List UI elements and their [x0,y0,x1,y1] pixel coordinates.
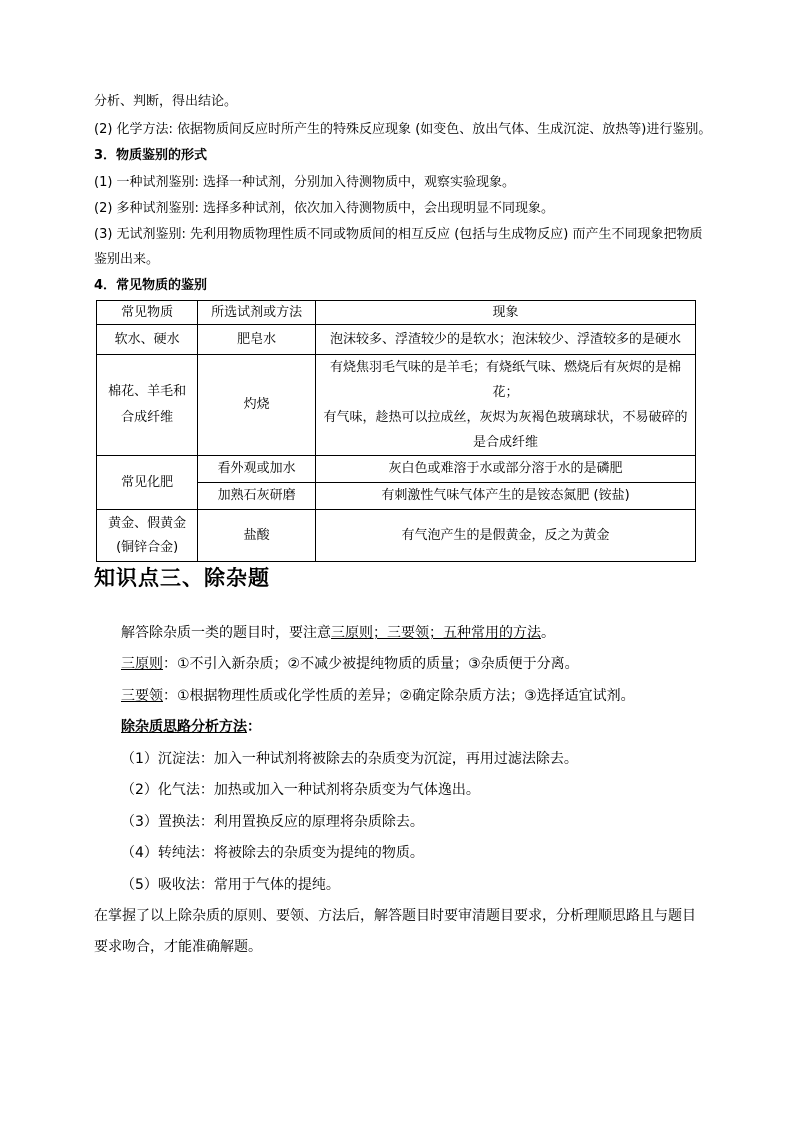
cell-phenomenon: 有气泡产生的是假黄金，反之为黄金 [316,510,696,562]
cell-phenomenon-line: 有烧焦羽毛气味的是羊毛；有烧纸气味、燃烧后有灰烬的是棉花； [330,360,682,400]
keys-label: 三要领 [121,688,163,704]
methods-heading-text: 除杂质思路分析方法 [121,719,247,735]
forms-item-2: (2) 多种试剂鉴别: 选择多种试剂，依次加入待测物质中，会出现明显不同现象。 [94,201,555,216]
cell-substance [97,355,198,456]
method-item: （5）吸收法：常用于气体的提纯。 [121,877,340,893]
cell-substance: 常见化肥 [97,456,198,510]
cell-substance-line: 棉花、羊毛和 [108,384,187,399]
table-row [97,325,696,355]
intro-text: 解答除杂质一类的题目时，要注意 [121,625,331,641]
cell-substance [97,510,198,562]
cell-phenomenon: 灰白色或难溶于水或部分溶于水的是磷肥 [316,456,696,483]
table-row [97,510,696,562]
method-item: （1）沉淀法：加入一种试剂将被除去的杂质变为沉淀，再用过滤法除去。 [121,751,578,767]
cell-phenomenon-line: 是合成纤维 [473,435,539,450]
cell-substance: 软水、硬水 [97,325,198,355]
section-title: 知识点三、除杂题 [94,566,270,590]
header-substance: 常见物质 [97,301,198,325]
header-phenomenon: 现象 [316,301,696,325]
forms-item-1: (1) 一种试剂鉴别: 选择一种试剂，分别加入待测物质中，观察实验现象。 [94,175,516,190]
chemical-method-line: (2) 化学方法: 依据物质间反应时所产生的特殊反应现象 (如变色、放出气体、生成沉淀、放热等)进行鉴别。 [94,122,712,137]
forms-item-3-line-1: (3) 无试剂鉴别: 先利用物质物理性质不同或物质间的相互反应 (包括与生成物反应) 而产生不同现象把物质 [94,227,703,242]
method-item: （2）化气法：加热或加入一种试剂将杂质变为气体逸出。 [121,782,480,798]
cell-method: 看外观或加水 [198,456,316,483]
intro-end: 。 [541,625,555,641]
cell-phenomenon: 泡沫较多、浮渣较少的是软水；泡沫较少、浮渣较多的是硬水 [316,325,696,355]
table-row [97,355,696,456]
intro-line-1: 分析、判断，得出结论。 [94,94,238,109]
intro-underlined: 三原则；三要领；五种常用的方法 [331,625,541,641]
cell-substance-line: 黄金、假黄金 [108,515,187,531]
cell-phenomenon [316,355,696,456]
three-keys [121,686,635,706]
method-item: （3）置换法：利用置换反应的原理将杂质除去。 [121,814,424,830]
cell-substance-line: (铜锌合金) [116,539,179,555]
methods-heading [121,717,261,737]
cell-phenomenon-line: 有气味，趁热可以拉成丝，灰烬为灰褐色玻璃球状，不易破碎的 [323,410,688,425]
forms-heading: 3．物质鉴别的形式 [94,148,208,163]
methods-heading-colon: ： [247,719,261,735]
cell-method: 盐酸 [198,510,316,562]
summary-line-1: 在掌握了以上除杂质的原则、要领、方法后，解答题目时要审清题目要求，分析理顺思路且与题目 [94,908,696,924]
table-header-row [97,301,696,325]
header-method: 所选试剂或方法 [198,301,316,325]
cell-method: 加熟石灰研磨 [198,483,316,510]
cell-method: 肥皂水 [198,325,316,355]
cell-method: 灼烧 [198,355,316,456]
cell-phenomenon: 有刺激性气味气体产生的是铵态氮肥 (铵盐) [316,483,696,510]
three-principles [121,654,579,674]
forms-item-3-line-2: 鉴别出来。 [94,252,160,267]
section-intro [121,623,555,643]
summary-line-2: 要求吻合，才能准确解题。 [94,939,262,955]
common-heading: 4．常见物质的鉴别 [94,278,208,293]
cell-substance-line: 合成纤维 [121,410,174,425]
keys-text: ：①根据物理性质或化学性质的差异；②确定除杂质方法；③选择适宜试剂。 [163,688,635,704]
principles-text: ：①不引入新杂质；②不减少被提纯物质的质量；③杂质便于分离。 [163,656,579,672]
table-row [97,456,696,483]
principles-label: 三原则 [121,656,163,672]
identification-table [96,300,696,562]
method-item: （4）转纯法：将被除去的杂质变为提纯的物质。 [121,845,424,861]
